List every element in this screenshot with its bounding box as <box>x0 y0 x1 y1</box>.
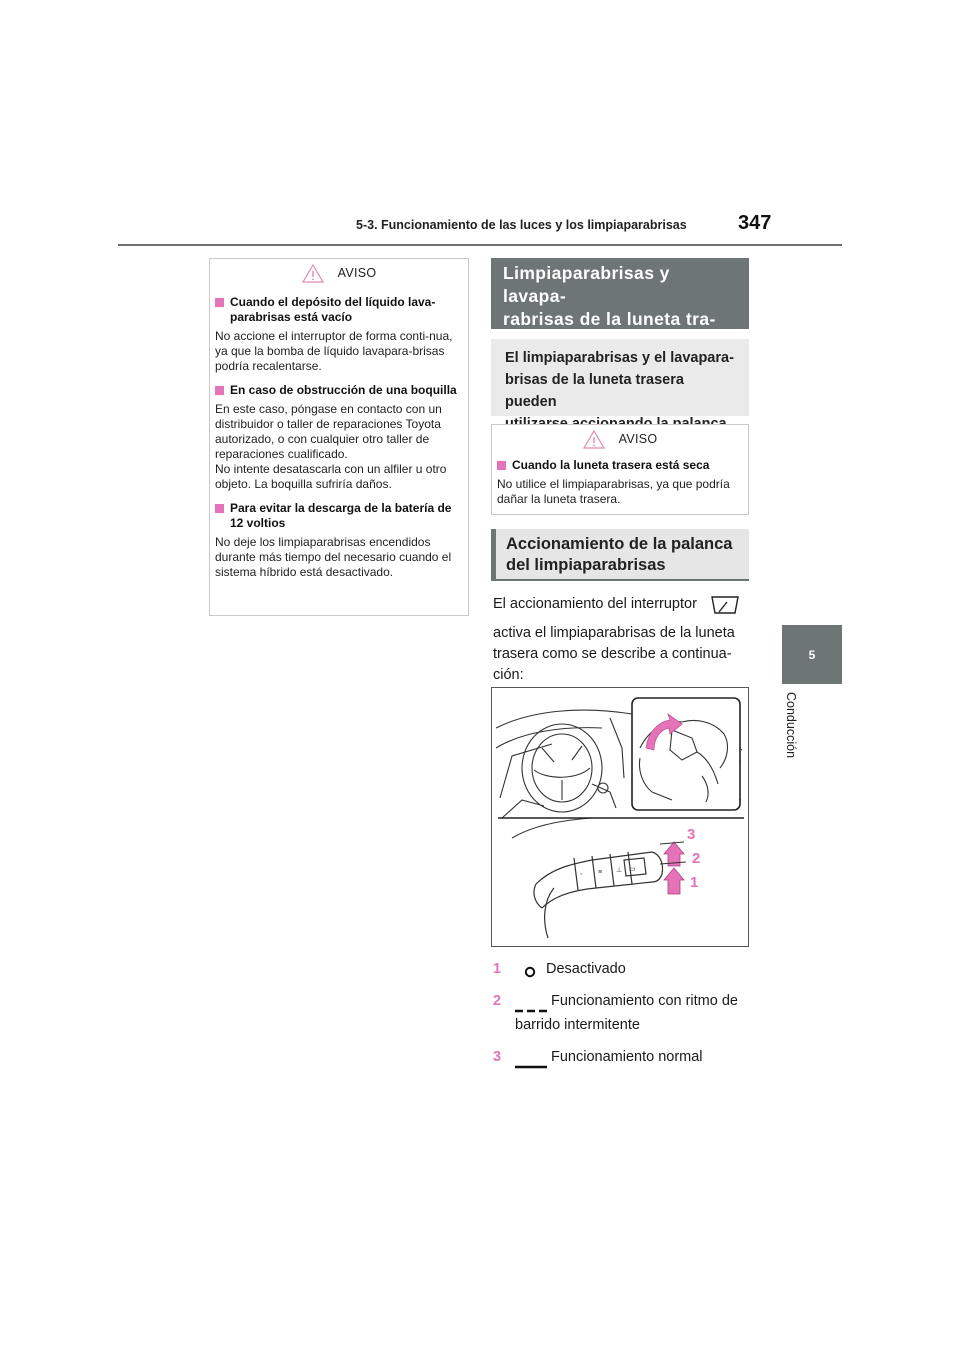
header-divider <box>118 244 842 246</box>
warning-item-title: Para evitar la descarga de la batería de 12 voltios <box>215 501 463 531</box>
warning-item-title: Cuando la luneta trasera está seca <box>497 458 743 473</box>
rear-wiper-icon <box>709 594 741 623</box>
legend-item: 3 Funcionamiento normal <box>493 1046 749 1068</box>
page-number: 347 <box>738 212 772 234</box>
main-heading: Limpiaparabrisas y lavapa- rabrisas de la luneta tra- <box>491 258 749 329</box>
warning-triangle-icon <box>302 264 324 283</box>
bullet-square-icon <box>215 504 224 513</box>
bullet-square-icon <box>215 298 224 307</box>
warning-item-text: No intente desatascarla con un alfiler u otro objeto. La boquilla sufriría daños. <box>215 462 447 491</box>
sub-heading: Accionamiento de la palanca del limpiaparabrisas <box>491 529 749 581</box>
warning-box-left <box>209 258 469 616</box>
svg-text:◦: ◦ <box>580 871 583 878</box>
figure-label-2: 2 <box>692 850 701 867</box>
lead-box: El limpiaparabrisas y el lavapara- brisas de la luneta trasera pueden <box>491 339 749 416</box>
bullet-square-icon <box>497 461 506 470</box>
section-title: 5-3. Funcionamiento de las luces y los limpiaparabrisas <box>356 218 687 232</box>
figure-label-3: 3 <box>687 826 696 843</box>
legend-item: 1 Desactivado <box>493 958 749 980</box>
legend-item: 2 Funcionamiento con ritmo de barrido intermitente <box>493 993 738 1033</box>
chapter-title: Conducción <box>784 692 798 759</box>
svg-text:⊥: ⊥ <box>616 867 623 874</box>
svg-text:≡: ≡ <box>598 869 603 876</box>
chapter-number: 5 <box>808 647 816 662</box>
warning-box-right <box>491 424 749 515</box>
figure-label-1: 1 <box>690 874 699 891</box>
warning-header <box>210 259 468 287</box>
warning-item-text: No deje los limpiaparabrisas encendidos durante más tiempo del necesario cuando el sistema híbrido está desactivado. <box>215 535 452 579</box>
chapter-tab[interactable] <box>782 625 842 684</box>
body-paragraph: El accionamiento del interruptor activa el limpiaparabrisas de la luneta trasera como se describe a continua- ción: <box>493 594 749 686</box>
off-circle-icon <box>524 963 536 985</box>
warning-item-text: En este caso, póngase en contacto con un distribuidor o taller de reparaciones Toyota autorizado, o con cualquier otro taller de reparaciones cualificado. <box>215 402 442 461</box>
warning-header <box>492 425 748 453</box>
warning-triangle-icon <box>583 430 605 449</box>
warning-item-text: No accione el interruptor de forma conti-nua, ya que la bomba de líquido lavapara-brisas podría recalentarse. <box>215 329 453 373</box>
warning-item-title: Cuando el depósito del líquido lava-parabrisas está vacío <box>215 295 463 325</box>
wiper-lever-diagram <box>492 688 749 947</box>
warning-label: AVISO <box>337 266 377 280</box>
warning-item-title: En caso de obstrucción de una boquilla <box>215 383 463 398</box>
lever-illustration <box>491 687 749 947</box>
bullet-square-icon <box>215 386 224 395</box>
warning-item-text: No utilice el limpiaparabrisas, ya que podría dañar la luneta trasera. <box>497 477 730 506</box>
solid-line-icon <box>515 1054 547 1076</box>
chapter-label <box>772 692 812 772</box>
warning-label: AVISO <box>618 432 658 446</box>
svg-text:▭: ▭ <box>629 866 636 873</box>
